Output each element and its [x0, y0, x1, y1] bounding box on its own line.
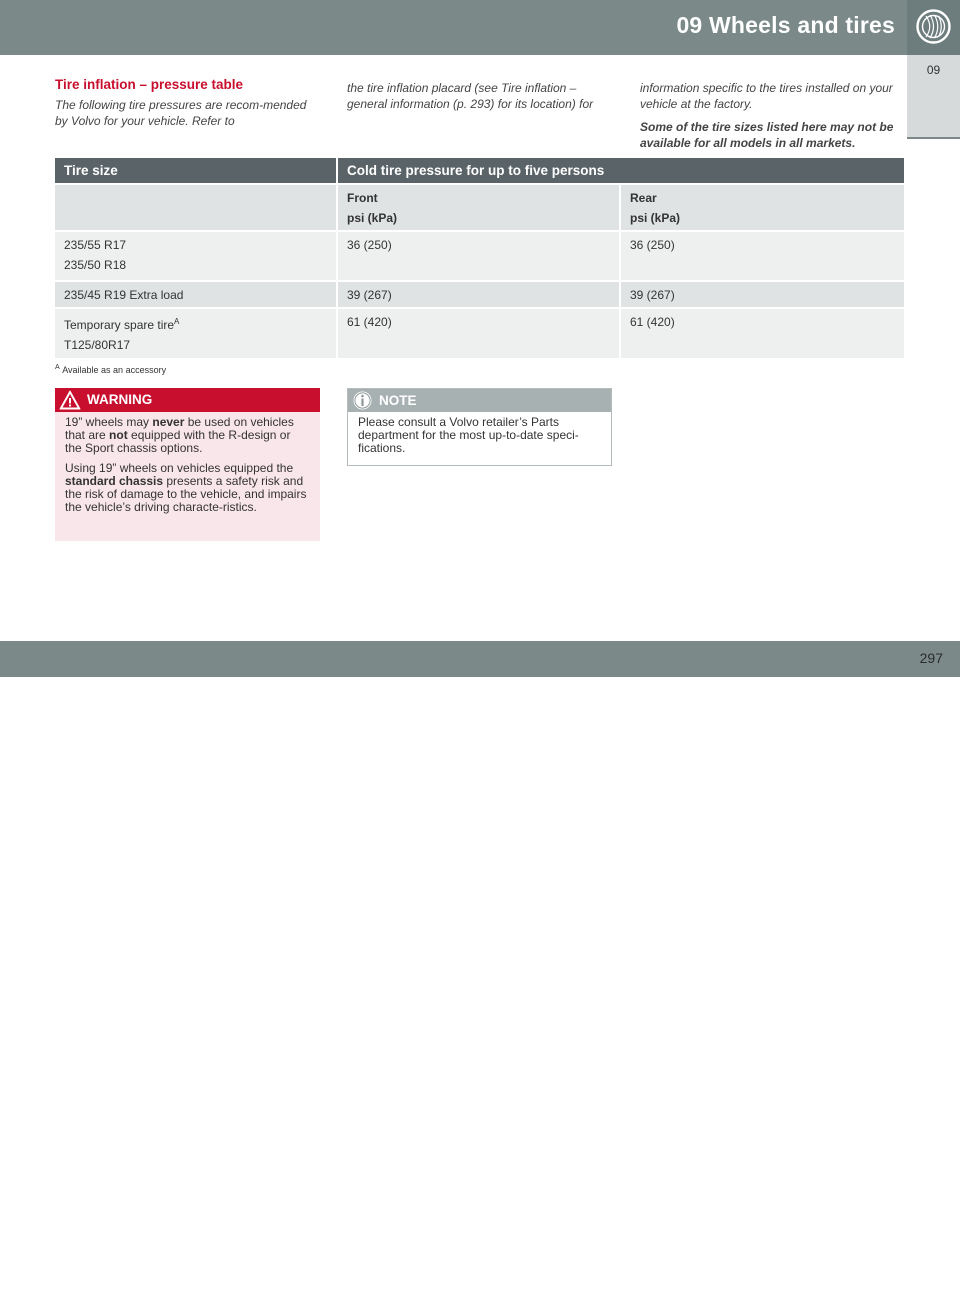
table-cell	[55, 184, 337, 231]
intro-col-3	[640, 80, 905, 151]
tire-size: 235/50 R18	[64, 258, 127, 272]
table-subheader-row	[55, 184, 904, 231]
chapter-side-tab	[907, 55, 960, 139]
rear-label: Rear	[630, 191, 657, 205]
rear-pressure: 61 (420)	[620, 308, 904, 358]
note-text: Please consult a Volvo retailer’s Parts department for the most up-to-date speci-fications.	[358, 415, 579, 455]
tire-size: 235/45 R19 Extra load	[64, 288, 184, 302]
tire-size	[64, 315, 327, 332]
table-footnote	[55, 364, 166, 375]
tire-size-cell	[55, 231, 337, 281]
tire-size: 235/55 R17	[64, 238, 127, 252]
intro-col-3-text: information specific to the tires installed on your vehicle at the factory.	[640, 81, 893, 111]
warning-box	[55, 388, 320, 541]
tire-size-cell	[55, 308, 337, 358]
note-box	[347, 388, 612, 466]
footnote-ref: A	[174, 317, 180, 326]
intro-col-1: The following tire pressures are recom-mended by Volvo for your vehicle. Refer to	[55, 98, 307, 128]
page-number: 297	[919, 650, 943, 666]
table-row	[55, 231, 904, 281]
footnote-text: Available as an accessory	[62, 365, 167, 375]
header-cold-pressure: Cold tire pressure for up to five persons	[337, 158, 904, 184]
rear-unit: psi (kPa)	[630, 211, 681, 225]
page-header	[0, 0, 960, 55]
note-header	[348, 389, 611, 412]
tire-size: T125/80R17	[64, 338, 131, 352]
intro-col-2: the tire inflation placard (see Tire inflation – general information (p. 293) for its location) for	[347, 81, 594, 111]
rear-pressure: 36 (250)	[620, 231, 904, 281]
rear-pressure: 39 (267)	[620, 281, 904, 308]
warning-triangle-icon	[59, 390, 81, 410]
table-row	[55, 281, 904, 308]
rear-column-header	[620, 184, 904, 231]
note-title: NOTE	[379, 393, 417, 408]
front-column-header	[337, 184, 620, 231]
front-label: Front	[347, 191, 378, 205]
front-pressure: 39 (267)	[337, 281, 620, 308]
section-title: Tire inflation – pressure table	[55, 77, 244, 92]
front-pressure: 36 (250)	[337, 231, 620, 281]
page-footer	[0, 641, 960, 1309]
warning-paragraph: Using 19” wheels on vehicles equipped the standard chassis presents a safety risk and the risk of damage to the vehicle, and impairs the vehicle’s driving characte-ristics.	[65, 461, 307, 514]
tire-size-cell	[55, 281, 337, 308]
warning-paragraph: 19” wheels may never be used on vehicles that are not equipped with the R-design or the Sport chassis options.	[65, 415, 294, 455]
warning-title: WARNING	[87, 392, 153, 407]
availability-note: Some of the tire sizes listed here may not be available for all models in all markets.	[640, 120, 894, 150]
chapter-icon-box	[907, 0, 960, 55]
tire-pressure-table	[55, 158, 904, 358]
header-tire-size: Tire size	[55, 158, 337, 184]
site-watermark: carmanualsonline.info	[560, 1287, 766, 1309]
warning-body	[55, 412, 320, 514]
front-pressure: 61 (420)	[337, 308, 620, 358]
warning-header	[55, 388, 320, 412]
footnote-mark: A	[55, 364, 60, 371]
chapter-title: 09 Wheels and tires	[676, 12, 895, 38]
tire-icon	[915, 8, 952, 45]
table-row	[55, 308, 904, 358]
side-tab-label: 09	[926, 63, 941, 77]
info-icon	[352, 390, 373, 411]
tire-size-text: Temporary spare tire	[64, 318, 175, 332]
front-unit: psi (kPa)	[347, 211, 398, 225]
